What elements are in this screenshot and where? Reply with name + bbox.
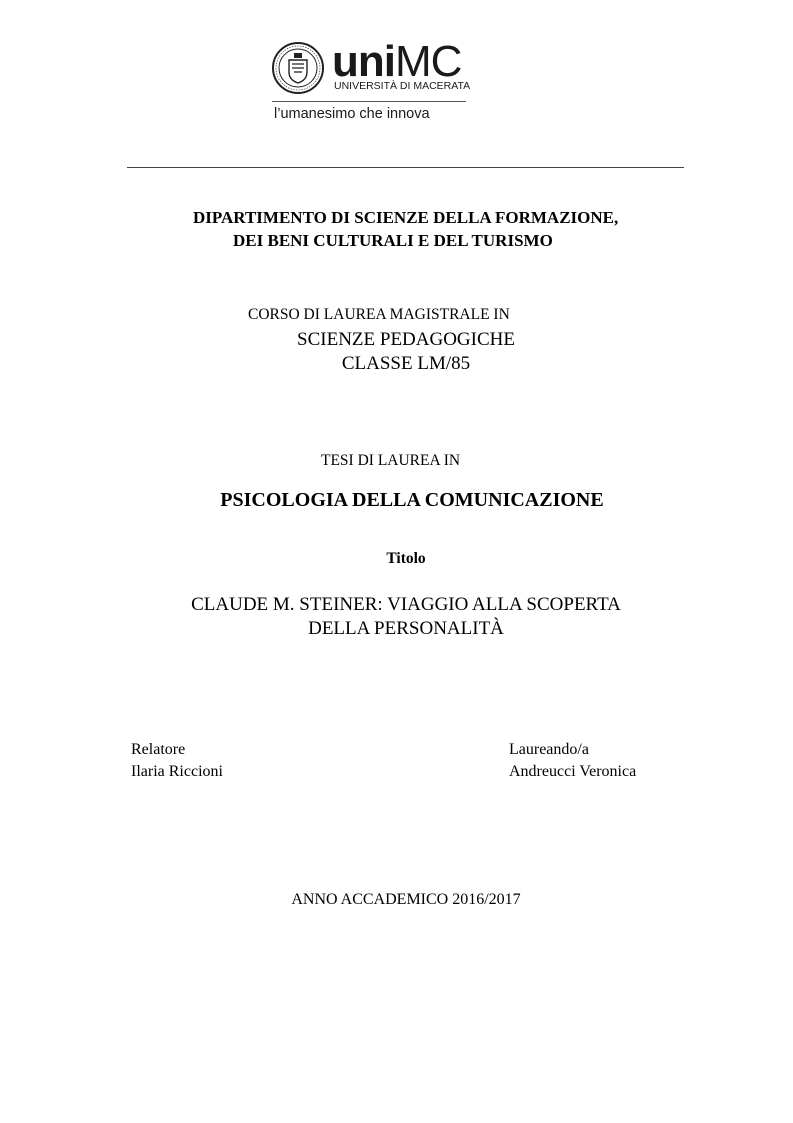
department-line-2: DEI BENI CULTURALI E DEL TURISMO bbox=[233, 231, 553, 250]
title-label: Titolo bbox=[386, 550, 426, 567]
university-logo bbox=[272, 37, 472, 124]
course-class: CLASSE LM/85 bbox=[341, 353, 471, 374]
thesis-title-line-2: DELLA PERSONALITÀ bbox=[308, 618, 504, 639]
course-name: SCIENZE PEDAGOGICHE bbox=[297, 329, 515, 350]
brand-wordmark bbox=[332, 37, 462, 86]
university-seal-icon bbox=[272, 42, 324, 94]
supervisor-name: Ilaria Riccioni bbox=[131, 763, 223, 780]
thesis-subject: PSICOLOGIA DELLA COMUNICAZIONE bbox=[220, 489, 604, 511]
brand-bold: uni bbox=[332, 37, 395, 86]
header-divider bbox=[127, 167, 684, 168]
brand-light: MC bbox=[394, 37, 462, 86]
student-name: Andreucci Veronica bbox=[509, 763, 637, 780]
thesis-title-line-1: CLAUDE M. STEINER: VIAGGIO ALLA SCOPERTA bbox=[191, 594, 621, 615]
logo-divider bbox=[272, 101, 466, 102]
academic-year: ANNO ACCADEMICO 2016/2017 bbox=[291, 891, 521, 908]
university-name: UNIVERSITÀ DI MACERATA bbox=[334, 80, 471, 92]
university-tagline: l’umanesimo che innova bbox=[274, 106, 430, 122]
thesis-label: TESI DI LAUREA IN bbox=[321, 452, 461, 469]
supervisor-label: Relatore bbox=[131, 741, 186, 758]
student-label: Laureando/a bbox=[509, 741, 589, 758]
course-label: CORSO DI LAUREA MAGISTRALE IN bbox=[248, 306, 510, 323]
department-line-1: DIPARTIMENTO DI SCIENZE DELLA FORMAZIONE, bbox=[193, 208, 619, 227]
